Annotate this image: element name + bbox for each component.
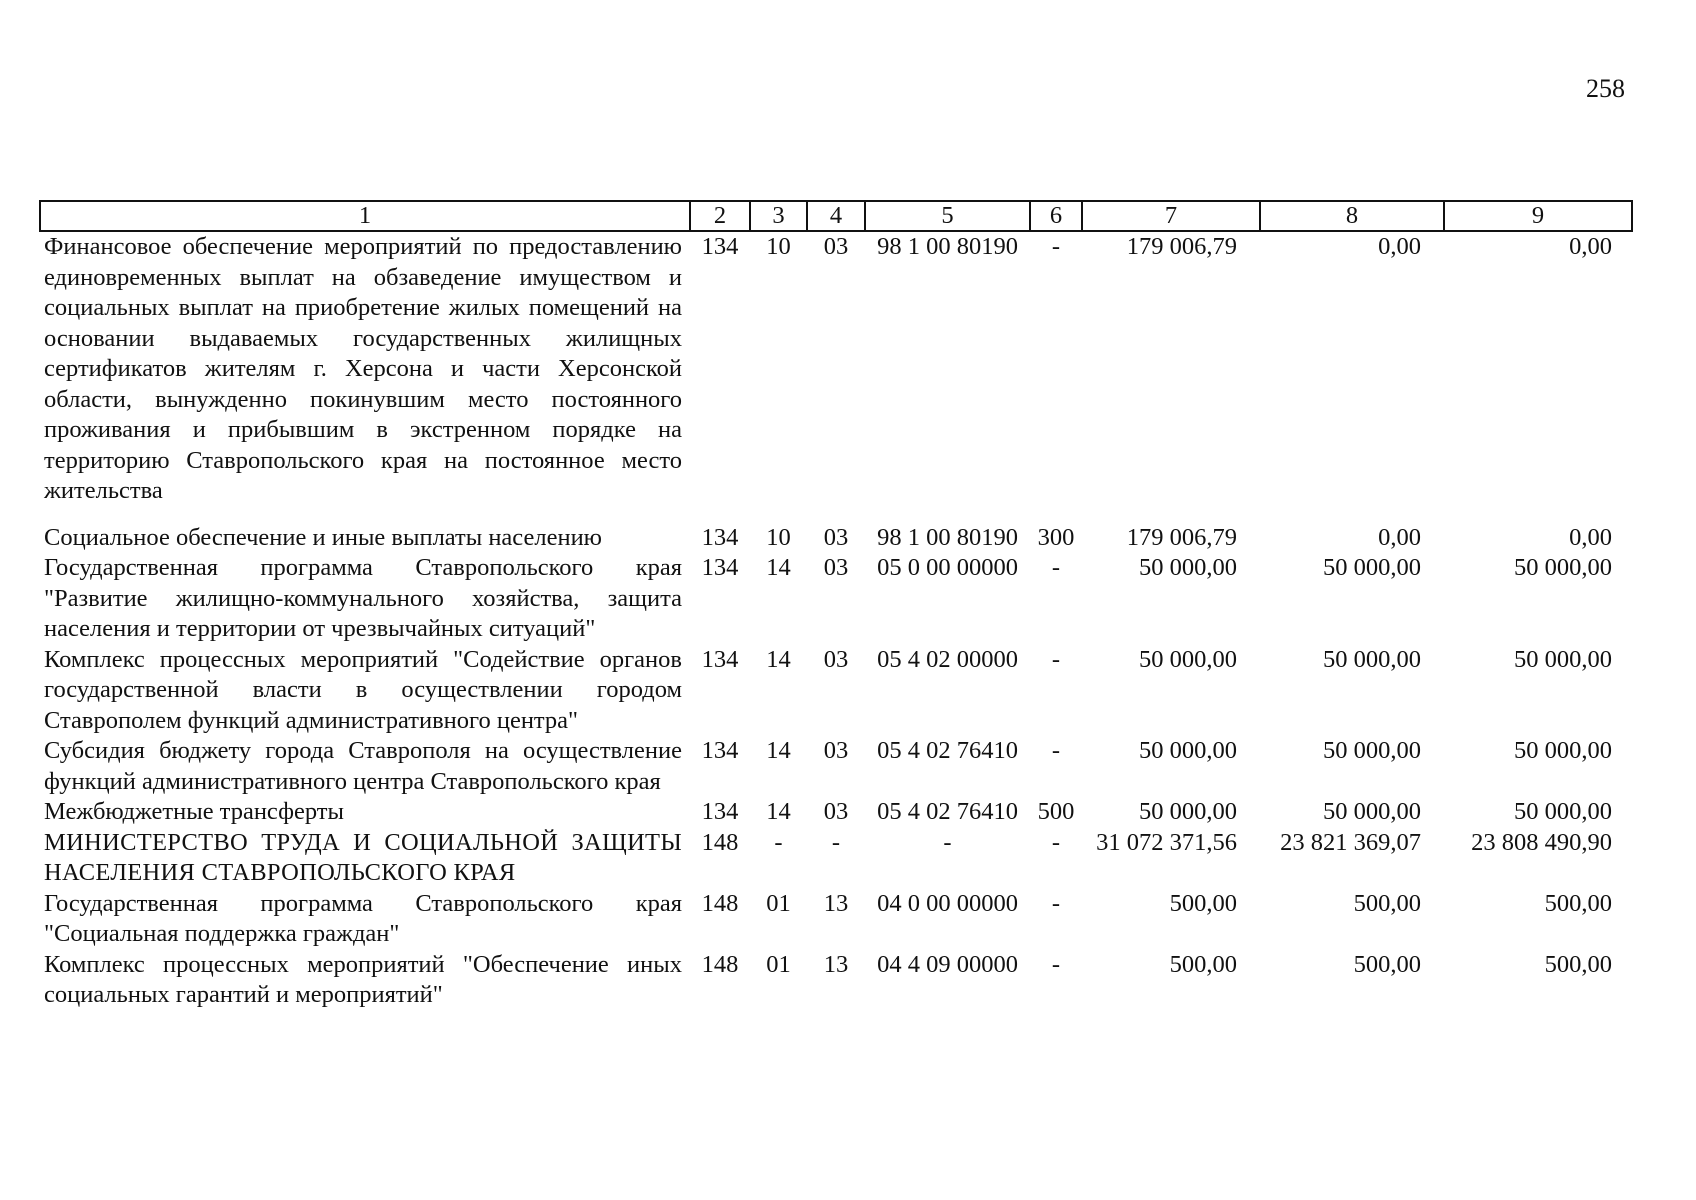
cell-subsection: 03 [823, 645, 849, 673]
cell-section: 10 [766, 523, 791, 551]
table-row [40, 889, 1632, 950]
budget-table [39, 200, 1633, 1011]
cell-amount-7: 50 000,00 [1139, 798, 1237, 825]
cell-target-article: 05 4 02 76410 [877, 737, 1018, 764]
column-header: 3 [750, 201, 807, 231]
cell-subsection: 03 [823, 233, 849, 260]
cell-target-article: 05 0 00 00000 [877, 554, 1018, 581]
page-number: 258 [1586, 74, 1625, 103]
cell-amount-7: 179 006,79 [1126, 233, 1237, 260]
cell-subsection: 13 [823, 889, 849, 917]
table-row [40, 231, 1632, 523]
cell-amount-9: 0,00 [1569, 233, 1612, 260]
cell-section: 01 [766, 950, 791, 978]
row-name: Комплекс процессных мероприятий "Содействие органов государственной власти в осуществлении городом Ставрополем функций административного центра" [44, 645, 682, 734]
cell-amount-8: 50 000,00 [1323, 554, 1421, 581]
cell-amount-7: 50 000,00 [1139, 737, 1237, 764]
cell-amount-9: 50 000,00 [1514, 554, 1612, 581]
cell-target-article: 05 4 02 00000 [877, 645, 1018, 673]
cell-amount-8: 50 000,00 [1323, 798, 1421, 825]
cell-subsection: 03 [823, 523, 849, 551]
cell-section: 14 [766, 798, 791, 825]
cell-amount-9: 0,00 [1569, 523, 1612, 551]
cell-amount-7: 179 006,79 [1126, 523, 1237, 551]
table-row [40, 736, 1632, 797]
cell-subsection: 03 [823, 554, 849, 581]
cell-subsection: - [831, 828, 841, 856]
cell-subsection: 13 [823, 950, 849, 978]
cell-expense-type: 300 [1037, 523, 1075, 551]
cell-target-article: - [943, 828, 952, 856]
table-header-row [40, 201, 1632, 231]
cell-amount-8: 500,00 [1353, 889, 1421, 917]
cell-ministry-code: 134 [701, 233, 739, 260]
cell-section: 14 [766, 645, 791, 673]
row-name: Государственная программа Ставропольского края "Развитие жилищно-коммунального хозяйства, защита населения и территории от чрезвычайных ситуаций" [44, 554, 682, 642]
column-header: 7 [1082, 201, 1260, 231]
cell-section: - [774, 828, 783, 856]
cell-expense-type: - [1051, 828, 1061, 856]
cell-target-article: 05 4 02 76410 [877, 798, 1018, 825]
cell-amount-9: 50 000,00 [1514, 645, 1612, 673]
cell-expense-type: - [1051, 233, 1061, 260]
cell-target-article: 98 1 00 80190 [877, 233, 1018, 260]
cell-section: 01 [766, 889, 791, 917]
column-header: 4 [807, 201, 865, 231]
cell-amount-8: 23 821 369,07 [1280, 828, 1421, 856]
cell-ministry-code: 134 [701, 798, 739, 825]
cell-ministry-code: 148 [701, 828, 739, 856]
row-name: Социальное обеспечение и иные выплаты населению [44, 523, 602, 551]
cell-amount-9: 50 000,00 [1514, 798, 1612, 825]
cell-amount-8: 50 000,00 [1323, 737, 1421, 764]
cell-section: 10 [766, 233, 791, 260]
cell-amount-9: 500,00 [1544, 889, 1612, 917]
cell-amount-8: 0,00 [1378, 523, 1421, 551]
cell-amount-7: 31 072 371,56 [1096, 828, 1237, 856]
cell-expense-type: - [1051, 950, 1061, 978]
cell-amount-7: 500,00 [1169, 950, 1237, 978]
column-header: 9 [1444, 201, 1632, 231]
column-header: 5 [865, 201, 1030, 231]
cell-section: 14 [766, 554, 791, 581]
cell-subsection: 03 [823, 798, 849, 825]
column-header: 8 [1260, 201, 1444, 231]
cell-target-article: 04 0 00 00000 [877, 889, 1018, 917]
cell-target-article: 98 1 00 80190 [877, 523, 1018, 551]
cell-amount-9: 23 808 490,90 [1471, 828, 1612, 856]
cell-amount-7: 50 000,00 [1139, 554, 1237, 581]
column-header: 2 [690, 201, 750, 231]
cell-amount-8: 0,00 [1378, 233, 1421, 260]
cell-section: 14 [766, 737, 791, 764]
table-row [40, 950, 1632, 1011]
row-name: МИНИСТЕРСТВО ТРУДА И СОЦИАЛЬНОЙ ЗАЩИТЫ НАСЕЛЕНИЯ СТАВРОПОЛЬСКОГО КРАЯ [44, 828, 682, 886]
table-row [40, 523, 1632, 554]
cell-ministry-code: 148 [701, 889, 739, 917]
row-name: Комплекс процессных мероприятий "Обеспечение иных социальных гарантий и мероприятий" [44, 950, 682, 1008]
table-row [40, 553, 1632, 645]
cell-amount-7: 500,00 [1169, 889, 1237, 917]
cell-amount-8: 50 000,00 [1323, 645, 1421, 673]
row-name: Финансовое обеспечение мероприятий по предоставлению единовременных выплат на обзаведение имуществом и социальных выплат на приобретение жилых помещений на основании выдаваемых государственных жилищных сертификатов жителям г. Херсона и части Херсонской области, вынужденно покинувшим место постоянного проживания и прибывшим в экстренном порядке на территорию Ставропольского края на постоянное место жительства [44, 233, 682, 504]
cell-ministry-code: 134 [701, 554, 739, 581]
column-header: 6 [1030, 201, 1082, 231]
cell-target-article: 04 4 09 00000 [877, 950, 1018, 978]
table-row [40, 828, 1632, 889]
cell-expense-type: - [1051, 889, 1061, 917]
cell-expense-type: - [1051, 737, 1061, 764]
cell-expense-type: - [1051, 645, 1061, 673]
row-name: Субсидия бюджету города Ставрополя на осуществление функций административного центра Ставропольского края [44, 737, 682, 795]
cell-expense-type: 500 [1037, 798, 1075, 825]
cell-amount-9: 50 000,00 [1514, 737, 1612, 764]
cell-amount-7: 50 000,00 [1139, 645, 1237, 673]
cell-ministry-code: 134 [701, 737, 739, 764]
row-name: Государственная программа Ставропольского края "Социальная поддержка граждан" [44, 889, 682, 947]
row-name: Межбюджетные трансферты [44, 798, 344, 825]
cell-subsection: 03 [823, 737, 849, 764]
cell-expense-type: - [1051, 554, 1061, 581]
cell-amount-9: 500,00 [1544, 950, 1612, 978]
column-header: 1 [40, 201, 690, 231]
cell-ministry-code: 148 [701, 950, 739, 978]
cell-amount-8: 500,00 [1353, 950, 1421, 978]
table-row [40, 645, 1632, 737]
table-row [40, 797, 1632, 828]
cell-ministry-code: 134 [701, 645, 739, 673]
cell-ministry-code: 134 [701, 523, 739, 551]
